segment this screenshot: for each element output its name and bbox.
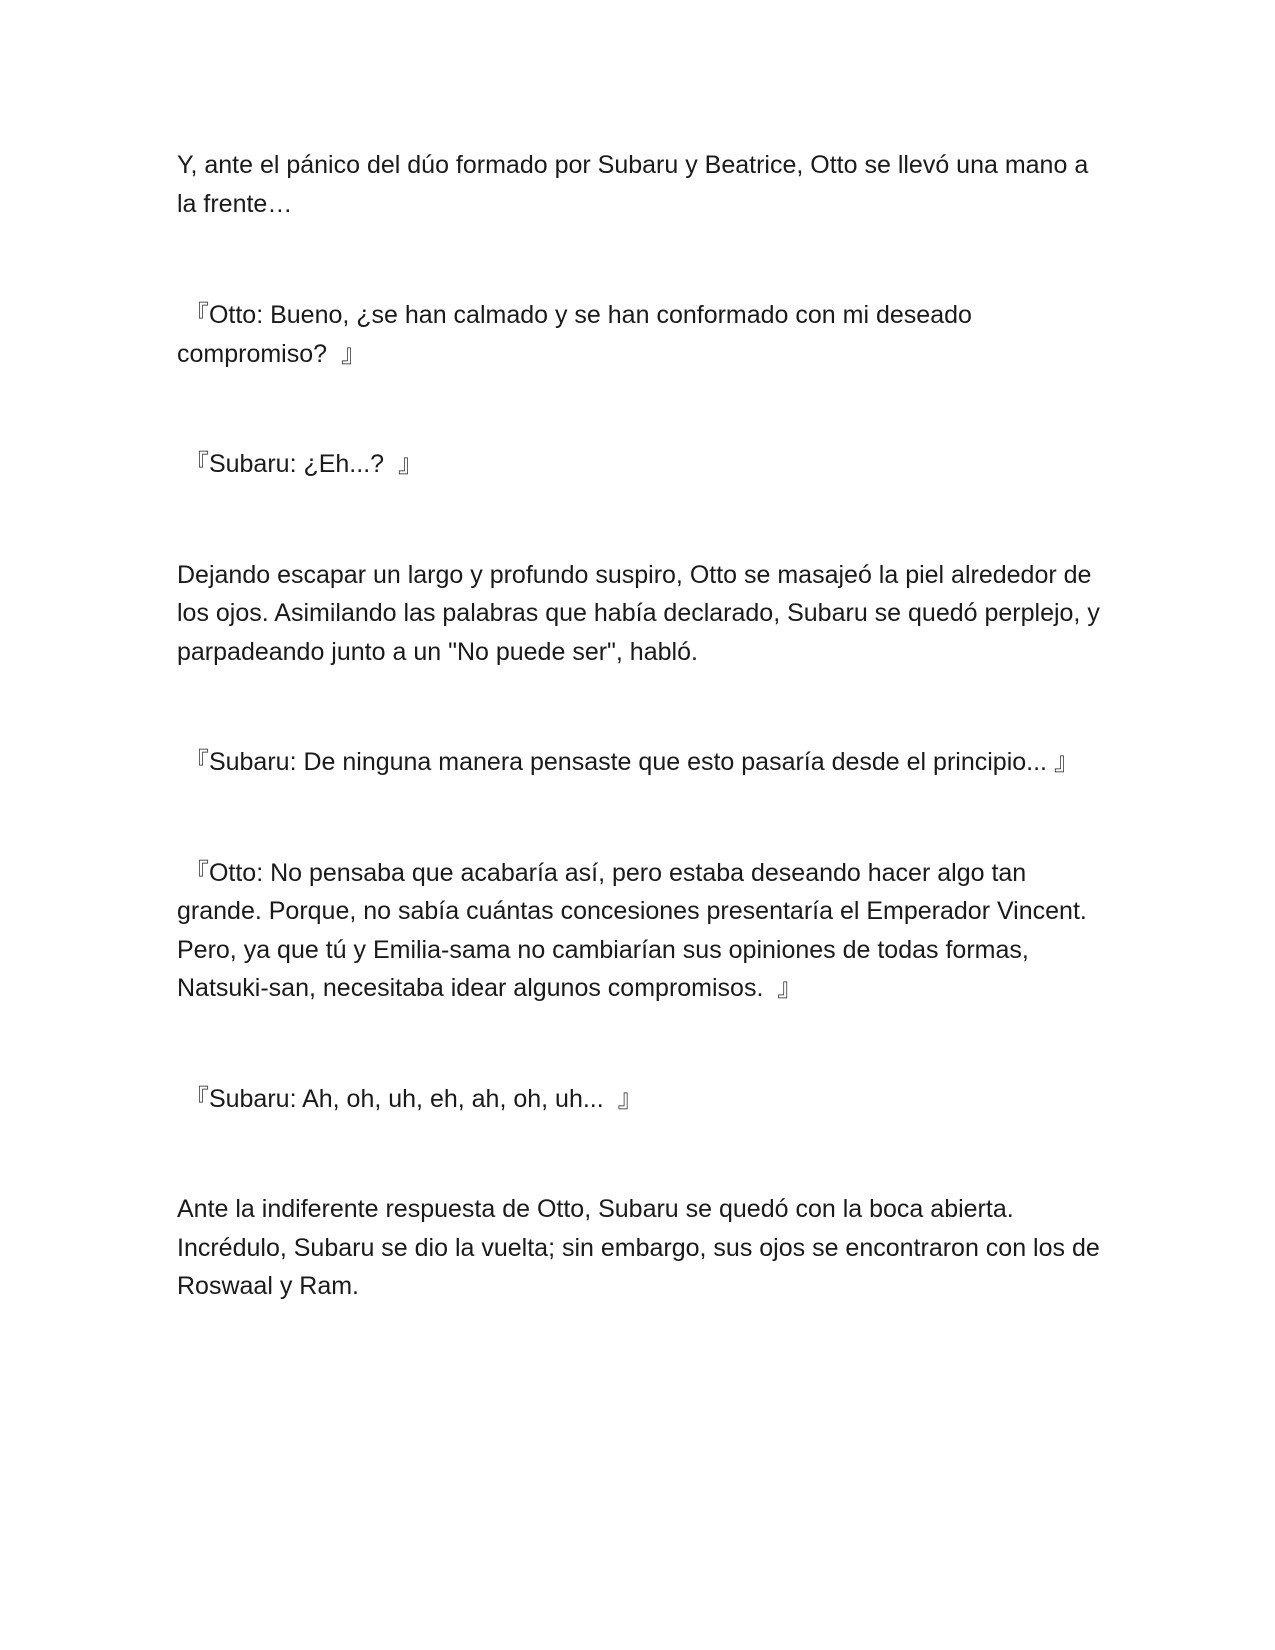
paragraph-spacer: [177, 484, 1107, 556]
narration-paragraph: Ante la indiferente respuesta de Otto, Subaru se quedó con la boca abierta. Incrédulo, Subaru se dio la vuelta; sin embargo, sus ojos se encontraron con los de Roswaal y Ram.: [177, 1195, 1107, 1300]
dialogue-otto: 『Otto: Bueno, ¿se han calmado y se han conformado con mi deseado compromiso? 』: [177, 301, 979, 368]
dialogue-subaru: 『Subaru: De ninguna manera pensaste que esto pasaría desde el principio... 』: [177, 748, 1079, 776]
text-column: [177, 146, 1107, 1306]
paragraph-spacer: [177, 1118, 1107, 1190]
paragraph-spacer: [177, 223, 1107, 296]
paragraph-spacer: [177, 782, 1107, 854]
dialogue-otto: 『Otto: No pensaba que acabaría así, pero estaba deseando hacer algo tan grande. Porque, no sabía cuántas concesiones presentaría el Emperador Vincent. Pero, ya que tú y Emilia-sama no cambiarían sus opiniones de todas formas, Natsuki-san, necesitaba idear algunos compromisos. 』: [177, 858, 1094, 1002]
dialogue-subaru: 『Subaru: ¿Eh...? 』: [177, 450, 423, 478]
paragraph-spacer: [177, 671, 1107, 743]
paragraph-spacer: [177, 373, 1107, 445]
narration-paragraph: Y, ante el pánico del dúo formado por Subaru y Beatrice, Otto se llevó una mano a la frente…: [177, 151, 1096, 218]
paragraph-spacer: [177, 1008, 1107, 1080]
narration-paragraph: Dejando escapar un largo y profundo suspiro, Otto se masajeó la piel alrededor de los ojos. Asimilando las palabras que había declarado, Subaru se quedó perplejo, y parpadeando junto a un "No puede ser", habló.: [177, 560, 1107, 666]
dialogue-subaru: 『Subaru: Ah, oh, uh, eh, ah, oh, uh... 』: [177, 1084, 643, 1113]
